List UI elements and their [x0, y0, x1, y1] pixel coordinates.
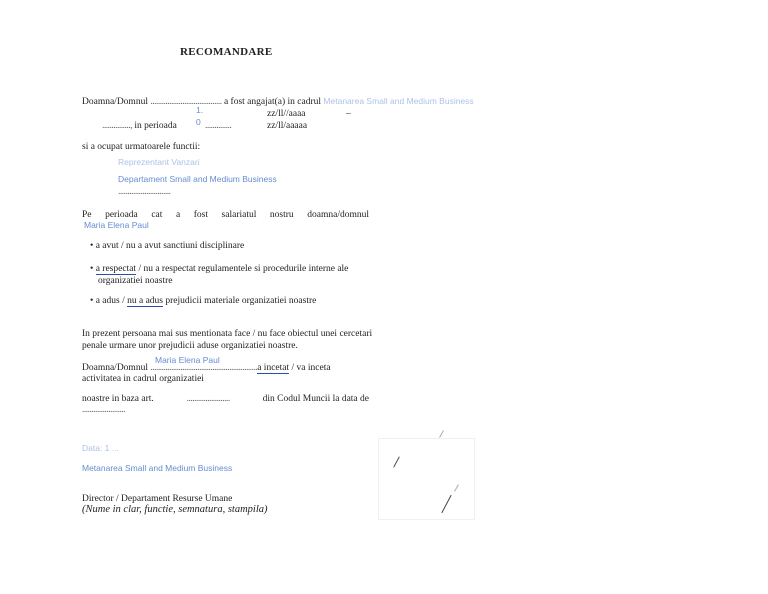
article-dots-2: ....................... — [82, 405, 126, 415]
date-dash: – — [346, 109, 351, 119]
function-item: ............................ — [118, 187, 171, 197]
signature-stroke — [439, 430, 444, 437]
ceased-line2: activitatea in cadrul organizatiei — [82, 374, 204, 384]
signature-fill-org: Metanarea Small and Medium Business — [82, 463, 233, 473]
signature-fill-date: Data: 1 ... — [82, 443, 119, 453]
signature-hint: (Nume in clar, functie, semnatura, stampila) — [82, 504, 268, 515]
bullet-text: / nu a respectat regulamentele si procedurile interne ale — [138, 264, 349, 274]
period-name-fill: Maria Elena Paul — [84, 220, 149, 230]
ceased-prefix: Doamna/Domnul — [82, 363, 148, 373]
stamp-area — [378, 438, 475, 520]
signature-role: Director / Departament Resurse Umane — [82, 494, 233, 504]
period-prefix-dots: ..............., — [102, 121, 132, 131]
article-text-a: noastre in baza art. — [82, 394, 154, 404]
function-item: Reprezentant Vanzari — [118, 157, 200, 167]
present-paragraph-line2: penale urmare unor prejudicii aduse organizatiei noastre. — [82, 341, 298, 351]
employee-mid-text: a fost angajat(a) in cadrul — [223, 97, 322, 107]
ceased-dots: ......................................................... — [150, 363, 258, 373]
date-from-fill: 1. — [196, 105, 204, 115]
article-text-b: din Codul Muncii la data de — [262, 394, 369, 404]
date-to-label: zz/ll/aaaaa — [267, 121, 308, 131]
employee-name-dots: ...................................... — [150, 97, 222, 107]
period-line — [102, 120, 177, 132]
bullet-text-b: prejudicii materiale organizatiei noastre — [165, 296, 317, 306]
bullet-underlined: nu a adus — [127, 296, 163, 306]
article-dots: ....................... — [186, 394, 230, 404]
ceased-underlined: a incetat — [257, 363, 290, 373]
date-to-fill: 0 — [196, 117, 201, 127]
function-item: Departament Small and Medium Business — [118, 174, 277, 184]
organization-fill: Metanarea Small and Medium Business — [323, 96, 474, 106]
present-paragraph-line1: In prezent persoana mai sus mentionata face / nu face obiectul unei cercetari — [82, 329, 373, 339]
functions-heading: si a ocupat urmatoarele functii: — [82, 142, 201, 152]
period-label: in perioada — [134, 121, 177, 131]
bullet-text: a avut / nu a avut sanctiuni disciplinare — [95, 241, 245, 251]
bullet-item: • a respectat / nu a respectat regulamentele si procedurile interne ale organizatiei noastre — [90, 263, 369, 287]
employee-line — [82, 95, 474, 108]
period-paragraph: Pe perioada cat a fost salariatul nostru doamna/domnul — [82, 210, 369, 220]
date-from-label: zz/ll//aaaa — [267, 109, 306, 119]
employee-prefix: Doamna/Domnul — [82, 97, 148, 107]
ceased-name-fill: Maria Elena Paul — [155, 355, 220, 365]
date-to-dots: .............. — [205, 121, 232, 131]
document-title: RECOMANDARE — [180, 46, 273, 58]
bullet-item: • a avut / nu a avut sanctiuni disciplinare — [90, 241, 245, 251]
ceased-suffix: / va inceta — [291, 363, 331, 373]
bullet-text: a adus / — [95, 296, 125, 306]
bullet-item: • a adus / nu a adus prejudicii materiale organizatiei noastre — [90, 296, 317, 306]
bullet-text-cont: organizatiei noastre — [98, 276, 173, 286]
bullet-underlined: a respectat — [95, 264, 137, 274]
